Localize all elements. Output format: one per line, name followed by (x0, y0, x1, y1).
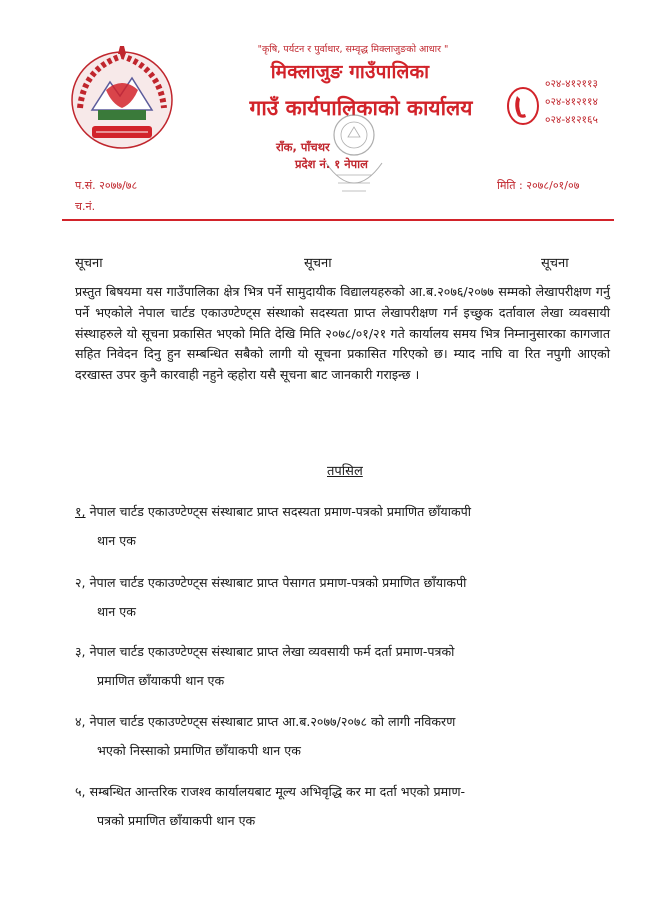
list-item (75, 574, 615, 620)
phone-numbers (545, 75, 598, 129)
notice-heading-right: सूचना (541, 256, 569, 271)
nepal-emblem-icon (62, 38, 182, 156)
item-line1: नेपाल चार्टड एकाउण्टेण्ट्स संस्थाबाट प्राप्त सदस्यता प्रमाण-पत्रको प्रमाणित छाँयाकपी (85, 504, 472, 519)
item-line2: थान एक (97, 604, 136, 619)
item-line2: थान एक (97, 533, 136, 548)
list-item (75, 643, 615, 689)
header-divider (62, 219, 614, 221)
list-item (75, 713, 615, 759)
list-item (75, 783, 615, 829)
motto-text: "कृषि, पर्यटन र पुर्वाधार, सम्वृद्ध मिक्लाजुङको आधार " (257, 44, 449, 55)
notice-heading-center: सूचना (304, 256, 332, 271)
municipality-title: मिक्लाजुङ गाउँपालिका (270, 61, 430, 83)
item-number: २, (75, 575, 86, 590)
item-number: १, (75, 504, 86, 519)
letter-date: मिति : २०७८/०१/०७ (497, 179, 580, 192)
notice-heading-left: सूचना (75, 256, 103, 271)
place-text: राँक, पाँचथर (276, 140, 330, 154)
list-item (75, 503, 615, 549)
item-number: ५, (75, 784, 86, 799)
item-line2: पत्रको प्रमाणित छाँयाकपी थान एक (97, 813, 256, 828)
item-line2: भएको निस्साको प्रमाणित छाँयाकपी थान एक (97, 743, 301, 758)
phone-number: ०२४-४१२११३ (545, 78, 598, 90)
phone-number: ०२४-४१२१६५ (545, 114, 598, 126)
office-title: गाउँ कार्यपालिकाको कार्यालय (249, 96, 473, 120)
phone-number: ०२४-४१२११४ (545, 96, 598, 108)
item-line1: नेपाल चार्टड एकाउण्टेण्ट्स संस्थाबाट प्राप्त लेखा व्यवसायी फर्म दर्ता प्रमाण-पत्रको (85, 644, 455, 659)
item-line1: नेपाल चार्टड एकाउण्टेण्ट्स संस्थाबाट प्राप्त आ.ब.२०७७/२०७८ को लागी नविकरण (85, 714, 456, 729)
schedule-title: तपसिल (327, 464, 363, 479)
item-number: ४, (75, 714, 86, 729)
dispatch-number: च.नं. (75, 200, 96, 213)
province-text: प्रदेश नं. १ नेपाल (295, 157, 368, 171)
item-line1: नेपाल चार्टड एकाउण्टेण्ट्स संस्थाबाट प्राप्त पेसागत प्रमाण-पत्रको प्रमाणित छाँयाकपी (85, 575, 467, 590)
item-number: ३, (75, 644, 86, 659)
notice-body: प्रस्तुत बिषयमा यस गाउँपालिका क्षेत्र भित्र पर्ने सामुदायीक विद्यालयहरुको आ.ब.२०७६/२०७७ सम्मको लेखापरीक्षण गर्नु पर्ने भएकोले नेपाल चार्टड एकाउण्टेण्ट्स संस्थाको सदस्यता प्राप्त लेखापरीक्षण गर्न इच्छुक दर्तावाल लेखा व्यवसायी संस्थाहरुले यो सूचना प्रकासित भएको मिति देखि मिति २०७८/०१/२१ गते कार्यालय समय भित्र निम्नानुसारका कागजात सहित निवेदन दिनु हुन सम्बन्धित सबैको लागी यो सूचना प्रकासित गरिएको छ। म्याद नाघि वा रित नपुगी आएको दरखास्त उपर कुनै कारवाही नहुने व्हहोरा यसै सूचना बाट जानकारी गराइन्छ । (75, 284, 610, 383)
telephone-icon (506, 86, 540, 126)
item-line2: प्रमाणित छाँयाकपी थान एक (97, 673, 225, 688)
item-line1: सम्बन्धित आन्तरिक राजश्व कार्यालयबाट मूल्य अभिवृद्धि कर मा दर्ता भएको प्रमाण- (85, 784, 466, 799)
reference-number: प.सं. २०७७/७८ (75, 179, 138, 192)
office-stamp-icon (320, 105, 388, 205)
